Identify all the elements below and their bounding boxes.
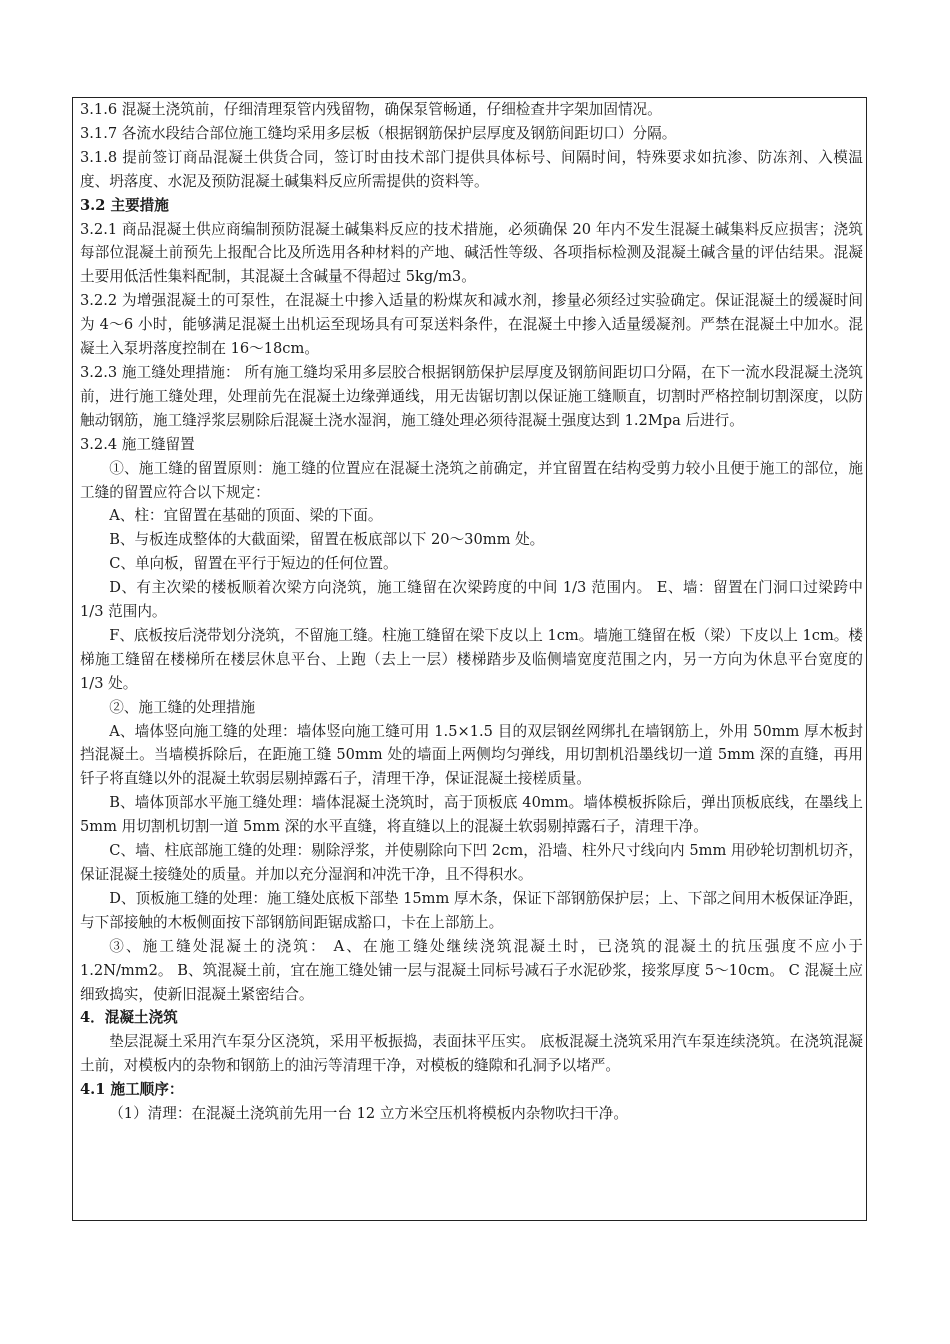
paragraph-3-1-7: 3.1.7 各流水段结合部位施工缝均采用多层板（根据钢筋保护层厚度及钢筋间距切口）分隔。 bbox=[80, 124, 677, 142]
document-body bbox=[80, 98, 863, 1126]
rule-b-beam: B、与板连成整体的大截面梁，留置在板底部以下 20～30mm 处。 bbox=[109, 531, 545, 549]
rule-d-e: D、有主次梁的楼板顺着次梁方向浇筑，施工缝留在次梁跨度的中间 1/3 范围内。 E、墙：留置在门洞口过梁跨中 1/3 范围内。 bbox=[80, 579, 863, 621]
rule-f: F、底板按后浇带划分浇筑，不留施工缝。柱施工缝留在梁下皮以上 1cm。墙施工缝留在板（梁）下皮以上 1cm。楼梯施工缝留在楼梯所在楼层休息平台、上跑（去上一层）楼梯踏步及临侧墙宽度范围之内，另一方向为休息平台宽度的 1/3 处。 bbox=[80, 626, 863, 692]
paragraph-3-1-8: 3.1.8 提前签订商品混凝土供货合同，签订时由技术部门提供具体标号、间隔时间，特殊要求如抗渗、防冻剂、入模温度、坍落度、水泥及预防混凝土碱集料反应所需提供的资料等。 bbox=[80, 148, 863, 190]
treatment-a: A、墙体竖向施工缝的处理：墙体竖向施工缝可用 1.5×1.5 目的双层钢丝网绑扎在墙钢筋上，外用 50mm 厚木板封挡混凝土。当墙模拆除后，在距施工缝 50mm 处的墙面上两侧均匀弹线，用切割机沿墨线切一道 5mm 深的直缝，再用钎子将直缝以外的混凝土软弱层剔掉露石子，清理干净，保证混凝土接槎质量。 bbox=[80, 722, 863, 788]
heading-4-1: 4.1 施工顺序： bbox=[80, 1081, 184, 1099]
paragraph-4-1-1: （1）清理：在混凝土浇筑前先用一台 12 立方米空压机将模板内杂物吹扫干净。 bbox=[109, 1105, 628, 1123]
rule-a-column: A、柱：宜留置在基础的顶面、梁的下面。 bbox=[109, 507, 383, 525]
paragraph-4-intro: 垫层混凝土采用汽车泵分区浇筑，采用平板振捣，表面抹平压实。 底板混凝土浇筑采用汽车泵连续浇筑。在浇筑混凝土前，对模板内的杂物和钢筋上的油污等清理干净，对模板的缝隙和孔洞予以堵严。 bbox=[80, 1033, 863, 1075]
paragraph-3-2-1: 3.2.1 商品混凝土供应商编制预防混凝土碱集料反应的技术措施，必须确保 20 年内不发生混凝土碱集料反应损害；浇筑每部位混凝土前预先上报配合比及所选用各种材料的产地、碱活性等级、各项指标检测及混凝土碱含量的评估结果。混凝土要用低活性集料配制，其混凝土含碱量不得超过 5kg/m3。 bbox=[80, 220, 863, 286]
heading-4: 4．混凝土浇筑 bbox=[80, 1009, 178, 1027]
treatment-b: B、墙体顶部水平施工缝处理：墙体混凝土浇筑时，高于顶板底 40mm。墙体模板拆除后，弹出顶板底线，在墨线上 5mm 用切割机切割一道 5mm 深的水平直缝，将直缝以上的混凝土软弱剔掉露石子，清理干净。 bbox=[80, 794, 863, 836]
paragraph-3-2-4: 3.2.4 施工缝留置 bbox=[80, 435, 195, 453]
paragraph-3-2-3: 3.2.3 施工缝处理措施： 所有施工缝均采用多层胶合根据钢筋保护层厚度及钢筋间距切口分隔，在下一流水段混凝土浇筑前，进行施工缝处理，处理前先在混凝土边缘弹通线，用无齿锯切割以保证施工缝顺直，切割时严格控制切割深度，以防触动钢筋，施工缝浮浆层剔除后混凝土浇水湿润，施工缝处理必须待混凝土强度达到 1.2Mpa 后进行。 bbox=[80, 363, 863, 429]
principle-paragraph: ①、施工缝的留置原则：施工缝的位置应在混凝土浇筑之前确定，并宜留置在结构受剪力较小且便于施工的部位，施工缝的留置应符合以下规定： bbox=[80, 459, 863, 501]
heading-3-2: 3.2 主要措施 bbox=[80, 196, 169, 214]
treatment-d: D、顶板施工缝的处理：施工缝处底板下部垫 15mm 厚木条，保证下部钢筋保护层；上、下部之间用木板保证净距，与下部接触的木板侧面按下部钢筋间距锯成豁口，卡在上部筋上。 bbox=[80, 889, 863, 931]
pouring-paragraph: ③、施工缝处混凝土的浇筑： A、在施工缝处继续浇筑混凝土时，已浇筑的混凝土的抗压强度不应小于 1.2N/mm2。 B、筑混凝土前，宜在施工缝处铺一层与混凝土同标号减石子水泥砂浆，接浆厚度 5～10cm。 C 混凝土应细致捣实，使新旧混凝土紧密结合。 bbox=[80, 937, 863, 1003]
treatment-heading: ②、施工缝的处理措施 bbox=[109, 698, 256, 716]
paragraph-3-1-6: 3.1.6 混凝土浇筑前，仔细清理泵管内残留物，确保泵管畅通，仔细检查井字架加固情况。 bbox=[80, 101, 662, 118]
treatment-c: C、墙、柱底部施工缝的处理：剔除浮浆，并使剔除向下凹 2cm，沿墙、柱外尺寸线向内 5mm 用砂轮切割机切齐，保证混凝土接缝处的质量。并加以充分湿润和冲洗干净，且不得积水。 bbox=[80, 842, 863, 883]
paragraph-3-2-2: 3.2.2 为增强混凝土的可泵性，在混凝土中掺入适量的粉煤灰和减水剂，掺量必须经过实验确定。保证混凝土的缓凝时间为 4～6 小时，能够满足混凝土出机运至现场具有可泵送料条件，在混凝土中掺入适量缓凝剂。严禁在混凝土中加水。混凝土入泵坍落度控制在 16～18cm。 bbox=[80, 292, 863, 358]
rule-c-slab: C、单向板，留置在平行于短边的任何位置。 bbox=[109, 555, 398, 573]
